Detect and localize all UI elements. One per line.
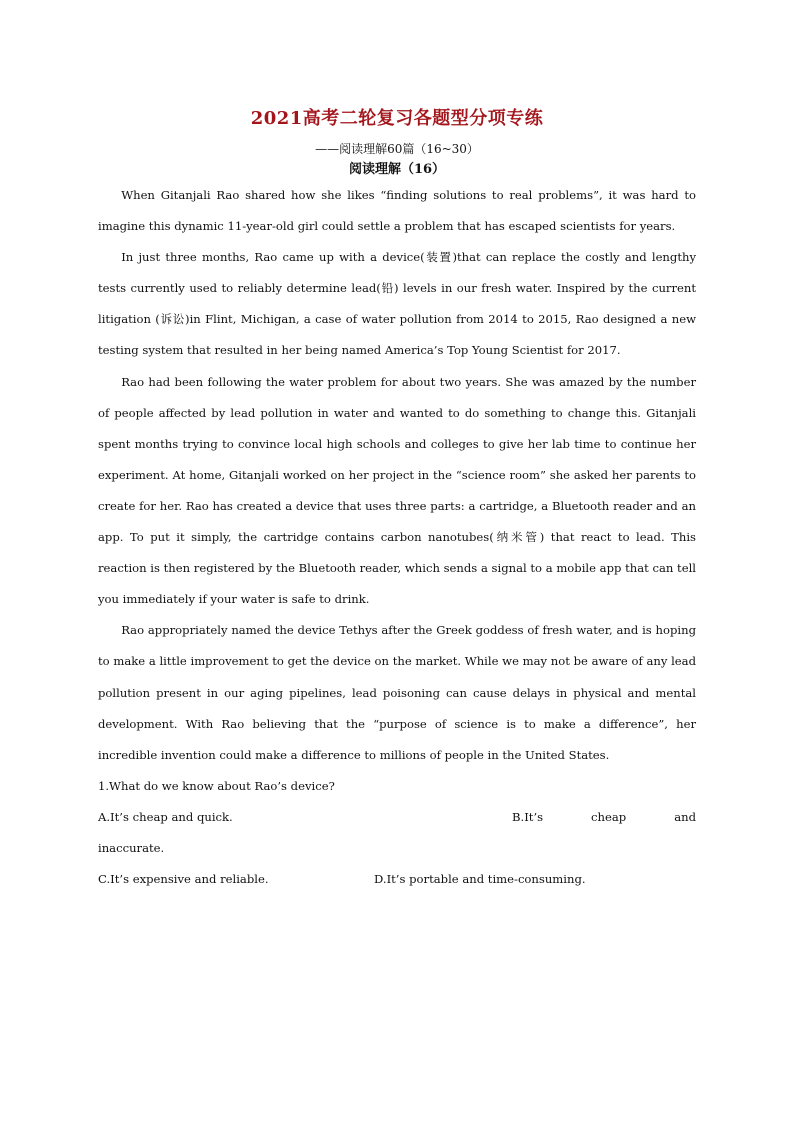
question-1-option-c: C.It’s expensive and reliable. [98, 872, 269, 887]
question-1-stem: 1.What do we know about Rao’s device? [98, 778, 335, 793]
question-1-option-d: D.It’s portable and time-consuming. [374, 872, 586, 887]
reading-passage [98, 180, 696, 895]
question-1-options-row-2 [98, 864, 696, 895]
passage-paragraph-1: When Gitanjali Rao shared how she likes “finding solutions to real problems”, it was hard to imagine this dynamic 11-year-old girl could settle a problem that has escaped scientists for years. [98, 188, 696, 234]
passage-paragraph-2: In just three months, Rao came up with a device(装置)that can replace the costly and lengthy tests currently used to reliably determine lead(铅) levels in our fresh water. Inspired by the current litigation (诉讼)in Flint, Michigan, a case of water pollution from 2014 to 2015, Rao designed a new testing system that resulted in her being named America’s Top Young Scientist for 2017. [98, 250, 696, 358]
question-1-option-a: A.It’s cheap and quick. [98, 809, 233, 824]
section-heading: 阅读理解（16） [348, 162, 446, 177]
document-subtitle: ——阅读理解60篇（16~30） [315, 142, 479, 156]
passage-paragraph-4: Rao appropriately named the device Tethys after the Greek goddess of fresh water, and is hoping to make a little improvement to get the device on the market. While we may not be aware of any lead pollution present in our aging pipelines, lead poisoning can cause delays in physical and mental development. With Rao believing that the “purpose of science is to make a difference”, her incredible invention could make a difference to millions of people in the United States. [98, 623, 696, 762]
question-1-option-b: B.It’s cheap and [512, 809, 696, 824]
passage-paragraph-3: Rao had been following the water problem for about two years. She was amazed by the number of people affected by lead pollution in water and wanted to do something to change this. Gitanjali spent months trying to convince local high schools and colleges to give her lab time to continue her experiment. At home, Gitanjali worked on her project in the “science room” she asked her parents to create for her. Rao has created a device that uses three parts: a cartridge, a Bluetooth reader and an app. To put it simply, the cartridge contains carbon nanotubes(纳米管) that react to lead. This reaction is then registered by the Bluetooth reader, which sends a signal to a mobile app that can tell you immediately if your water is safe to drink. [98, 374, 696, 607]
question-1-option-b-continued: inaccurate. [98, 840, 165, 855]
question-1-options-row-1 [98, 802, 696, 833]
document-title: 2021高考二轮复习各题型分项专练 [250, 108, 544, 129]
